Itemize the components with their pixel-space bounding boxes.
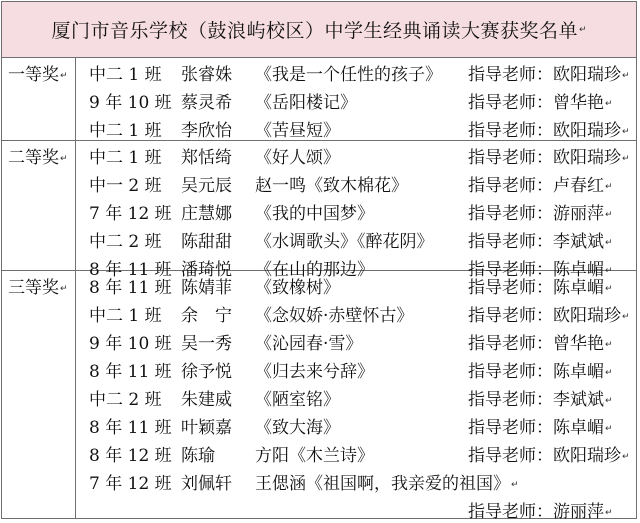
- class-cell: 中二 1 班: [89, 148, 162, 168]
- student-cell: 陈甜甜: [181, 232, 232, 252]
- class-cell: 中二 1 班: [89, 306, 162, 326]
- work-cell: 《水调歌头》《醉花阴》: [255, 232, 434, 252]
- class-cell: 7 年 12 班: [89, 474, 172, 494]
- student-cell: 叶颖嘉: [181, 418, 232, 438]
- class-cell: 8 年 11 班: [89, 362, 172, 382]
- work-cell: 《致橡树》: [255, 278, 340, 298]
- teacher-cell: 指导老师：李斌斌↵: [468, 390, 613, 410]
- paragraph-mark-icon: ↵: [578, 24, 587, 35]
- class-cell: 8 年 12 班: [89, 446, 172, 466]
- student-cell: 刘佩轩: [181, 474, 232, 494]
- table-row: [76, 411, 636, 439]
- award-list-table: [1, 1, 637, 522]
- teacher-cell: 指导老师：欧阳瑞珍↵: [468, 121, 630, 141]
- teacher-cell: 指导老师：曾华艳↵: [468, 334, 613, 354]
- table-row: [76, 197, 636, 225]
- work-cell: 《沁园春·雪》: [255, 334, 363, 354]
- class-cell: 8 年 11 班: [89, 278, 172, 298]
- table-row: [76, 271, 636, 299]
- table-row: [76, 439, 636, 467]
- table-row: [76, 141, 636, 169]
- work-cell: 《我是一个任性的孩子》: [255, 65, 442, 85]
- award-rows: [76, 141, 636, 281]
- teacher-cell: 指导老师：李斌斌↵: [468, 232, 613, 252]
- work-cell: 《在山的那边》: [255, 260, 374, 280]
- class-cell: 中二 1 班: [89, 121, 162, 141]
- teacher-cell: 指导老师：游丽萍↵: [468, 204, 613, 224]
- title-bar: [2, 2, 636, 58]
- student-cell: 陈婧菲: [181, 278, 232, 298]
- class-cell: 中二 1 班: [89, 65, 162, 85]
- section-first-prize: [2, 58, 636, 141]
- award-rows: [76, 271, 636, 523]
- table-row: [76, 225, 636, 253]
- student-cell: 潘琦悦: [181, 260, 232, 280]
- work-cell: 《归去来兮辞》: [255, 362, 374, 382]
- student-cell: 张睿姝: [181, 65, 232, 85]
- work-cell: 《苦昼短》: [255, 121, 340, 141]
- class-cell: 7 年 12 班: [89, 204, 172, 224]
- award-label: 二等奖↵: [8, 148, 68, 168]
- award-label: 三等奖↵: [8, 278, 68, 298]
- table-row: [76, 114, 636, 142]
- student-cell: 陈瑜: [181, 446, 215, 466]
- paragraph-mark-icon: ↵: [60, 283, 68, 294]
- document-title: 厦门市音乐学校（鼓浪屿校区）中学生经典诵读大赛获奖名单: [51, 20, 578, 42]
- table-row: [76, 383, 636, 411]
- work-cell: 方阳《木兰诗》: [255, 446, 374, 466]
- work-cell: 《好人颂》: [255, 148, 340, 168]
- work-cell: 《岳阳楼记》: [255, 93, 357, 113]
- paragraph-mark-icon: ↵: [60, 70, 68, 81]
- section-third-prize: [2, 271, 636, 522]
- class-cell: 8 年 11 班: [89, 418, 172, 438]
- work-cell: 《陋室铭》: [255, 390, 340, 410]
- work-cell: 赵一鸣《致木棉花》: [255, 176, 408, 196]
- student-cell: 郑恬绮: [181, 148, 232, 168]
- teacher-cell: 指导老师：陈卓嵋↵: [468, 278, 613, 298]
- work-cell: 《致大海》: [255, 418, 340, 438]
- teacher-cell: 指导老师：陈卓嵋↵: [468, 260, 613, 280]
- table-row: [76, 169, 636, 197]
- student-cell: 徐予悦: [181, 362, 232, 382]
- table-row: [76, 327, 636, 355]
- teacher-cell: 指导老师：欧阳瑞珍↵: [468, 65, 630, 85]
- teacher-cell: 指导老师：曾华艳↵: [468, 93, 613, 113]
- award-cell: [2, 141, 76, 270]
- teacher-cell: 指导老师：卢春红↵: [468, 176, 613, 196]
- table-row: [76, 355, 636, 383]
- student-cell: 李欣怡: [181, 121, 232, 141]
- teacher-cell: 指导老师：欧阳瑞珍↵: [468, 148, 630, 168]
- paragraph-mark-icon: ↵: [60, 153, 68, 164]
- class-cell: 8 年 11 班: [89, 260, 172, 280]
- student-cell: 余 宁: [181, 306, 232, 326]
- award-cell: [2, 271, 76, 518]
- teacher-cell: 指导老师：欧阳瑞珍↵: [468, 446, 630, 466]
- teacher-cell: 指导老师：欧阳瑞珍↵: [468, 306, 630, 326]
- teacher-cell: 指导老师：游丽萍↵: [468, 502, 613, 522]
- teacher-cell: 指导老师：陈卓嵋↵: [468, 362, 613, 382]
- student-cell: 朱建威: [181, 390, 232, 410]
- work-cell: 《我的中国梦》: [255, 204, 374, 224]
- table-row: [76, 299, 636, 327]
- table-row: [76, 467, 636, 495]
- work-cell: 《念奴娇·赤壁怀古》: [255, 306, 414, 326]
- teacher-cell: 指导老师：陈卓嵋↵: [468, 418, 613, 438]
- award-cell: [2, 58, 76, 140]
- table-row: [76, 58, 636, 86]
- student-cell: 吴元辰: [181, 176, 232, 196]
- class-cell: 中二 2 班: [89, 390, 162, 410]
- student-cell: 蔡灵希: [181, 93, 232, 113]
- section-second-prize: [2, 141, 636, 280]
- work-cell: 王偲涵《祖国啊，我亲爱的祖国》↵: [255, 474, 519, 494]
- student-cell: 庄慧娜: [181, 204, 232, 224]
- class-cell: 中一 2 班: [89, 176, 162, 196]
- table-row: [76, 86, 636, 114]
- award-rows: [76, 58, 636, 142]
- table-row: [76, 495, 636, 523]
- class-cell: 9 年 10 班: [89, 334, 172, 354]
- student-cell: 吴一秀: [181, 334, 232, 354]
- class-cell: 中二 2 班: [89, 232, 162, 252]
- class-cell: 9 年 10 班: [89, 93, 172, 113]
- award-label: 一等奖↵: [8, 65, 68, 85]
